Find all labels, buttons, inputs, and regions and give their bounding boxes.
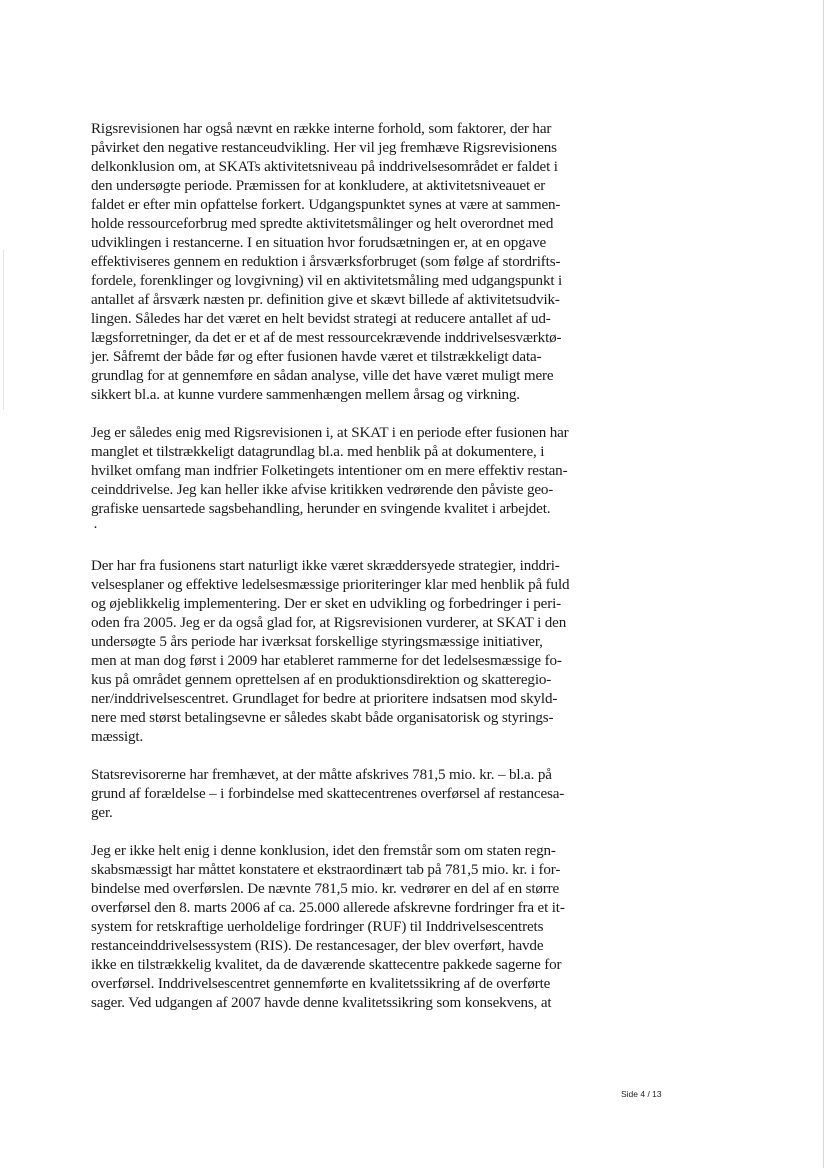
paragraph <box>91 120 611 405</box>
page-number: Side 4 / 13 <box>621 1089 662 1099</box>
text-line: antallet af årsværk næsten pr. definition give et skævt billede af aktivitetsudvik- <box>91 292 560 308</box>
body-text <box>91 120 611 1032</box>
text-line: ner/inddrivelsescentret. Grundlaget for bedre at prioritere indsatsen mod skyld- <box>91 691 558 707</box>
text-line: bindelse med overførslen. De nævnte 781,5 mio. kr. vedrører en del af en større <box>91 881 560 897</box>
text-line: Der har fra fusionens start naturligt ikke været skræddersyede strategier, inddri- <box>91 558 560 574</box>
text-line: overførsel den 8. marts 2006 af ca. 25.000 allerede afskrevne fordringer fra et it- <box>91 900 565 916</box>
text-line: og øjeblikkelig implementering. Der er sket en udvikling og forbedringer i peri- <box>91 596 562 612</box>
text-line: effektiviseres gennem en reduktion i årsværksforbruget (som følge af stordrifts- <box>91 254 561 270</box>
text-line: faldet er efter min opfattelse forkert. Udgangspunktet synes at være at sammen- <box>91 197 561 213</box>
text-line: hvilket omfang man indfrier Folketingets intentioner om en mere effektiv restan- <box>91 463 568 479</box>
text-line: overførsel. Inddrivelsescentret gennemførte en kvalitetssikring af de overførte <box>91 976 551 992</box>
text-line: lægsforretninger, da det er et af de mest ressourcekrævende inddrivelsesværktø- <box>91 330 562 346</box>
stray-mark: · <box>93 520 98 536</box>
text-line: velsesplaner og effektive ledelsesmæssige prioriteringer klar med henblik på fuld <box>91 577 570 593</box>
text-line: Rigsrevisionen har også nævnt en række interne forhold, som faktorer, der har <box>91 121 552 137</box>
text-line: sikkert bl.a. at kunne vurdere sammenhængen mellem årsag og virkning. <box>91 387 520 403</box>
text-line: ceinddrivelse. Jeg kan heller ikke afvise kritikken vedrørende den påviste geo- <box>91 482 554 498</box>
text-line: men at man dog først i 2009 har etableret rammerne for det ledelsesmæssige fo- <box>91 653 562 669</box>
paragraph <box>91 842 611 1013</box>
text-line: Jeg er ikke helt enig i denne konklusion, idet den fremstår som om staten regn- <box>91 843 556 859</box>
text-line: udviklingen i restancerne. I en situation hvor forudsætningen er, at en opgave <box>91 235 547 251</box>
text-line: grund af forældelse – i forbindelse med skattecentrenes overførsel af restancesa- <box>91 786 565 802</box>
text-line: holde ressourceforbrug med spredte aktivitetsmålinger og helt overordnet med <box>91 216 554 232</box>
text-line: Statsrevisorerne har fremhævet, at der måtte afskrives 781,5 mio. kr. – bl.a. på <box>91 767 552 783</box>
text-line: sager. Ved udgangen af 2007 havde denne kvalitetssikring som konsekvens, at <box>91 995 552 1011</box>
text-line: Jeg er således enig med Rigsrevisionen i, at SKAT i en periode efter fusionen har <box>91 425 569 441</box>
text-line: ger. <box>91 805 113 821</box>
text-line: skabsmæssigt har måttet konstatere et ekstraordinært tab på 781,5 mio. kr. i for- <box>91 862 561 878</box>
paragraph <box>91 424 611 519</box>
text-line: påvirket den negative restanceudvikling. Her vil jeg fremhæve Rigsrevisionens <box>91 140 557 156</box>
text-line: undersøgte 5 års periode har iværksat forskellige styringsmæssige initiativer, <box>91 634 543 650</box>
paragraph <box>91 766 611 823</box>
text-line: grundlag for at gennemføre en sådan analyse, ville det have været muligt mere <box>91 368 554 384</box>
text-line: nere med størst betalingsevne er således skabt både organisatorisk og styrings- <box>91 710 554 726</box>
paragraph <box>91 557 611 747</box>
text-line: restanceinddrivelsessystem (RIS). De restancesager, der blev overført, havde <box>91 938 544 954</box>
text-line: jer. Såfremt der både før og efter fusionen havde været et tilstrækkeligt data- <box>91 349 542 365</box>
scan-edge <box>823 0 824 1168</box>
text-line: den undersøgte periode. Præmissen for at konkludere, at aktivitetsniveauet er <box>91 178 546 194</box>
text-line: fordele, forenklinger og lovgivning) vil en aktivitetsmåling med udgangspunkt i <box>91 273 563 289</box>
text-line: kus på området gennem oprettelsen af en produktionsdirektion og skatteregio- <box>91 672 552 688</box>
text-line: delkonklusion om, at SKATs aktivitetsniveau på inddrivelsesområdet er faldet i <box>91 159 558 175</box>
text-line: lingen. Således har det været en helt bevidst strategi at reducere antallet af ud- <box>91 311 551 327</box>
text-line: mæssigt. <box>91 729 144 745</box>
text-line: manglet et tilstrækkeligt datagrundlag bl.a. med henblik på at dokumentere, i <box>91 444 545 460</box>
text-line: ikke en tilstrækkelig kvalitet, da de daværende skattecentre pakkede sagerne for <box>91 957 562 973</box>
text-line: grafiske uensartede sagsbehandling, herunder en svingende kvalitet i arbejdet. <box>91 501 551 517</box>
text-line: system for retskraftige uerholdelige fordringer (RUF) til Inddrivelsescentrets <box>91 919 544 935</box>
text-line: oden fra 2005. Jeg er da også glad for, at Rigsrevisionen vurderer, at SKAT i den <box>91 615 567 631</box>
scan-edge <box>3 250 4 410</box>
